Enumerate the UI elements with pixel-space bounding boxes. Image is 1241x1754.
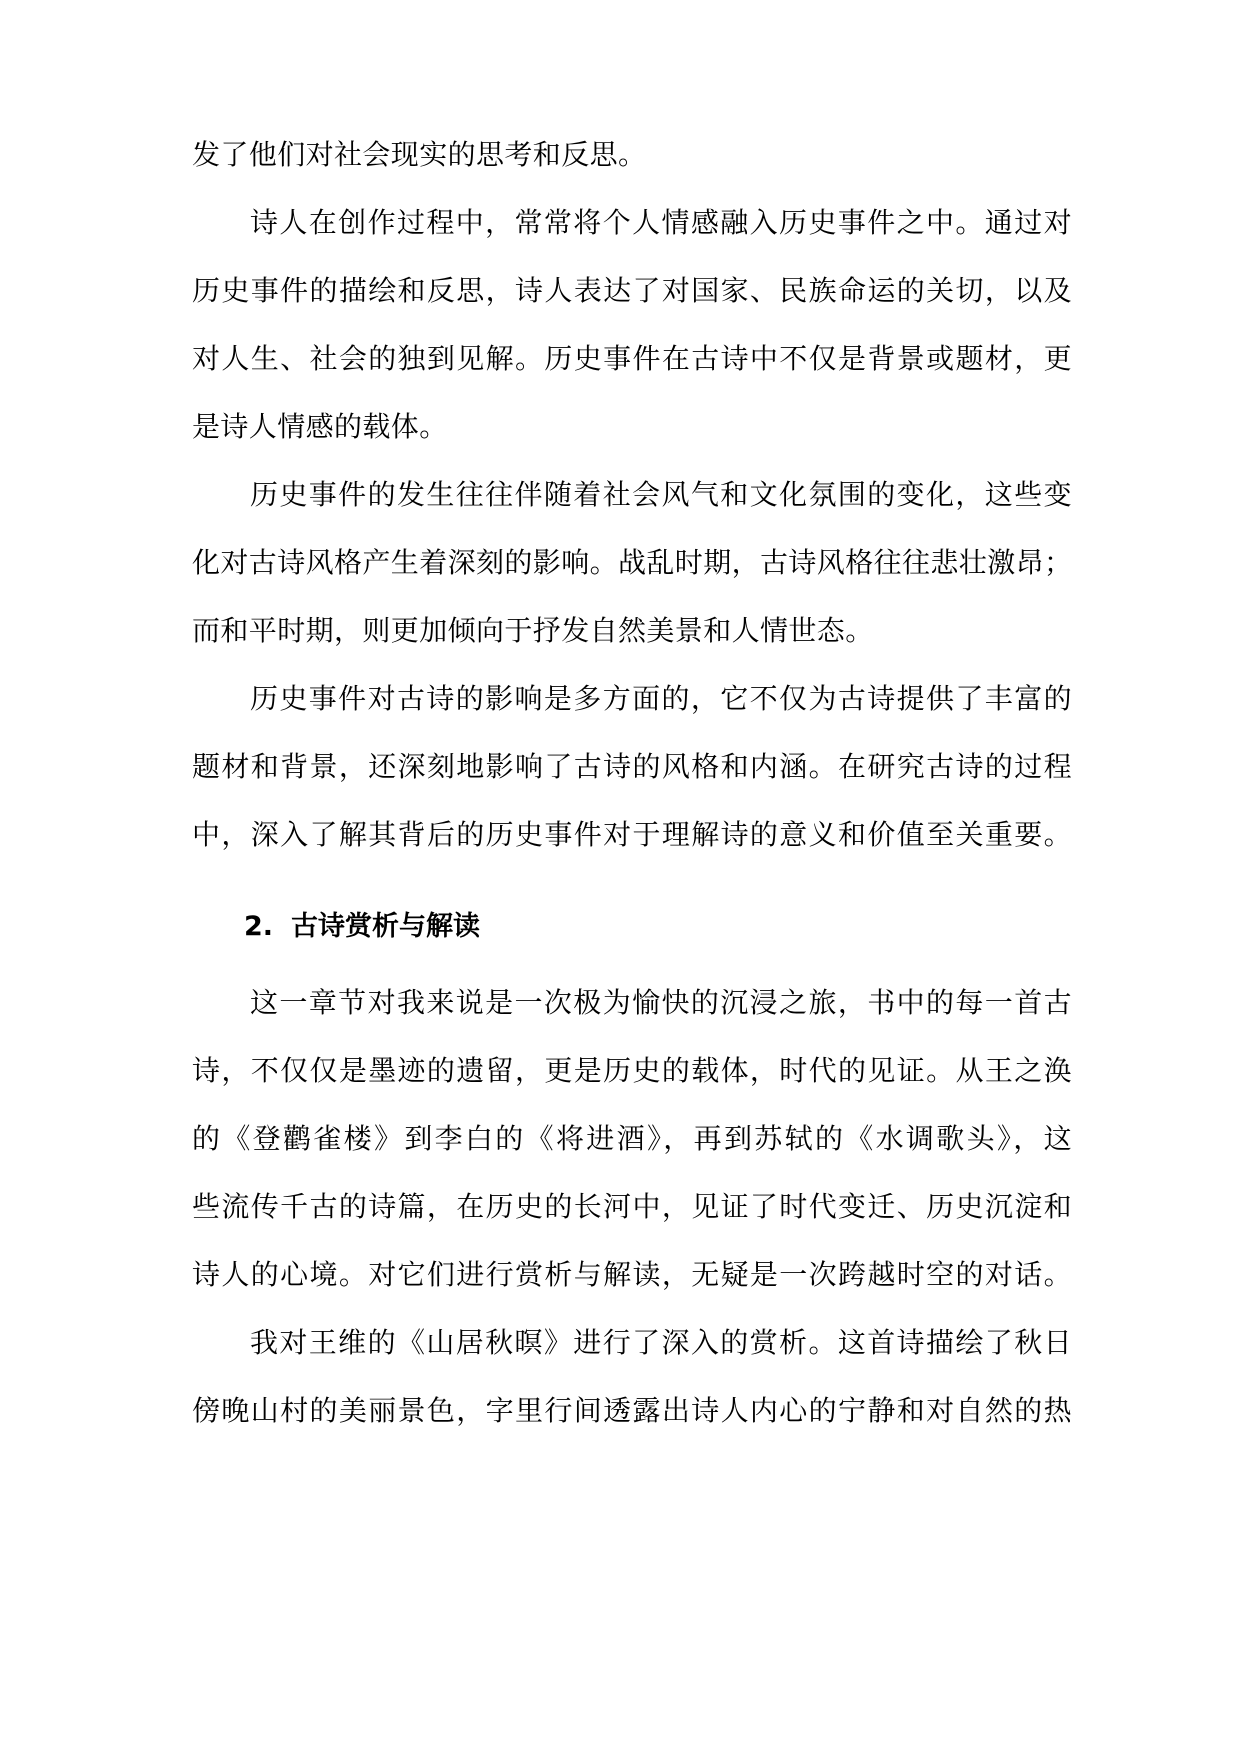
- paragraph-line: 历史事件的描绘和反思，诗人表达了对国家、民族命运的关切，以及: [192, 274, 1072, 307]
- paragraph-line: 的《登鹳雀楼》到李白的《将进酒》，再到苏轼的《水调歌头》，这: [192, 1122, 1072, 1155]
- paragraph-line: 化对古诗风格产生着深刻的影响。战乱时期，古诗风格往往悲壮激昂；: [192, 546, 1072, 579]
- paragraph-line: 中，深入了解其背后的历史事件对于理解诗的意义和价值至关重要。: [192, 818, 1072, 851]
- paragraph-line: 历史事件对古诗的影响是多方面的，它不仅为古诗提供了丰富的: [250, 682, 1072, 715]
- paragraph-line: 发了他们对社会现实的思考和反思。: [192, 138, 647, 171]
- paragraph-line: 诗人在创作过程中，常常将个人情感融入历史事件之中。通过对: [250, 206, 1072, 239]
- section-heading: [244, 907, 480, 947]
- paragraph-line: 历史事件的发生往往伴随着社会风气和文化氛围的变化，这些变: [250, 478, 1072, 511]
- section-number: 2.: [244, 911, 274, 942]
- section-title: 古诗赏析与解读: [291, 911, 481, 942]
- paragraph-line: 这一章节对我来说是一次极为愉快的沉浸之旅，书中的每一首古: [250, 986, 1072, 1019]
- paragraph-line: 是诗人情感的载体。: [192, 410, 448, 443]
- paragraph-line: 对人生、社会的独到见解。历史事件在古诗中不仅是背景或题材，更: [192, 342, 1072, 375]
- paragraph-line: 而和平时期，则更加倾向于抒发自然美景和人情世态。: [192, 614, 874, 647]
- paragraph-line: 我对王维的《山居秋暝》进行了深入的赏析。这首诗描绘了秋日: [250, 1326, 1072, 1359]
- paragraph-line: 些流传千古的诗篇，在历史的长河中，见证了时代变迁、历史沉淀和: [192, 1190, 1072, 1223]
- paragraph-line: 题材和背景，还深刻地影响了古诗的风格和内涵。在研究古诗的过程: [192, 750, 1072, 783]
- paragraph-line: 诗，不仅仅是墨迹的遗留，更是历史的载体，时代的见证。从王之涣: [192, 1054, 1072, 1087]
- paragraph-line: 诗人的心境。对它们进行赏析与解读，无疑是一次跨越时空的对话。: [192, 1258, 1072, 1291]
- paragraph-line: 傍晚山村的美丽景色，字里行间透露出诗人内心的宁静和对自然的热: [192, 1394, 1072, 1427]
